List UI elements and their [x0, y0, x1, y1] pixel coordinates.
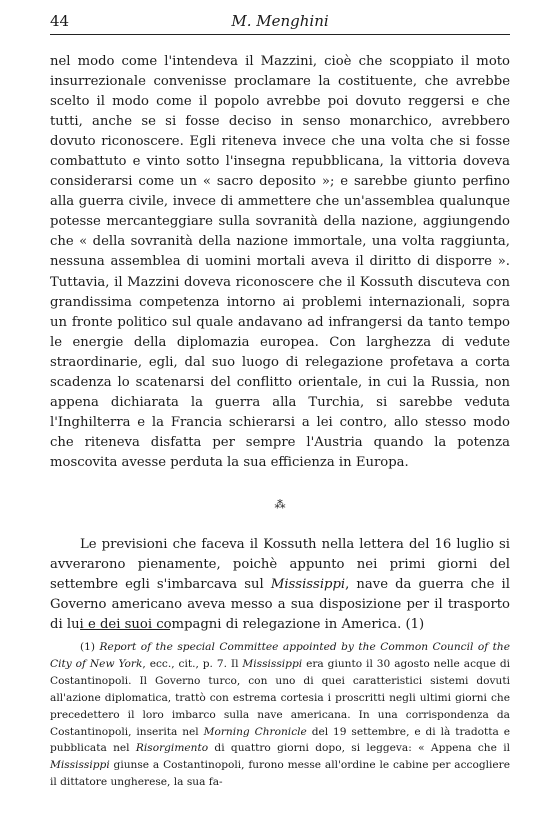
ship-name-mississippi: Mississippi	[270, 577, 346, 593]
page-number: 44	[50, 12, 70, 30]
footnote-divider	[80, 629, 170, 630]
footnote-text-3: del 19 settembre, e di là tradotta e pubblicata nel	[50, 725, 510, 755]
section-break-asterism: ⁂	[274, 497, 286, 511]
main-text	[50, 52, 510, 635]
running-head: M. Menghini	[231, 12, 329, 30]
body-paragraph-2	[50, 535, 510, 635]
footnote-marker: (1)	[80, 641, 100, 653]
paragraph-2-text-a: Le previsioni che faceva il Kossuth nella lettera del 16 luglio si avverarono pienamente, poichè appunto nei primi giorni del settembre egli s'imbarcava sul	[50, 536, 510, 593]
footnote-text-4: di quattro giorni dopo, si leggeva: « Appena che il	[208, 742, 510, 755]
footnote-1	[50, 639, 510, 791]
page-header	[50, 12, 510, 35]
footnote-newspaper-1: Morning Chronicle	[203, 725, 307, 738]
footnote-text-1: , ecc., cit., p. 7. Il	[142, 657, 243, 670]
footnote-text-2: era giunto il 30 agosto nelle acque di Costantinopoli. Il Governo turco, con uno di quei caratteristici sistemi dovuti all'azione diplomatica, trattò con estrema cortesia i proscritti negli ultimi giorni che precedettero il loro imbarco sulla nave americana. In una corrispondenza da Costantinopoli, inserita nel	[50, 657, 510, 738]
footnote	[50, 639, 510, 791]
footnote-report-title: Report of the special Committee appointed by the Common Council of the City of New York	[50, 641, 510, 670]
footnote-newspaper-2: Risorgimento	[135, 742, 209, 755]
paragraph-2-text-b: , nave da guerra che il Governo americano aveva messo a sua disposizione per il trasporto di lui e dei suoi compagni di relegazione in America. (1)	[50, 577, 510, 633]
footnote-ship-2: Mississippi	[50, 759, 110, 772]
footnote-ship-1: Mississippi	[242, 657, 303, 670]
body-paragraph-1: nel modo come l'intendeva il Mazzini, cioè che scoppiato il moto insurrezionale convenisse proclamare la costituente, che avrebbe scelto il modo come il popolo avrebbe poi dovuto reggersi e che tutti, anche se si fosse deciso in senso monarchico, avrebbero dovuto riconoscere. Egli riteneva invece che una volta che si fosse combattuto e vinto sotto l'insegna repubblicana, la vittoria doveva considerarsi come un « sacro deposito »; e sarebbe giunto perfino alla guerra civile, invece di ammettere che un'assemblea qualunque potesse mercanteggiare sulla sovranità della nazione, aggiungendo che « della sovranità della nazione immortale, una volta raggiunta, nessuna assemblea di uomini mortali aveva il diritto di disporre ». Tuttavia, il Mazzini doveva riconoscere che il Kossuth discuteva con grandissima competenza intorno ai problemi internazionali, sopra un fronte politico sul quale andavano ad infrangersi da tanto tempo le energie della diplomazia europea. Con larghezza di vedute straordinarie, egli, dal suo luogo di relegazione profetava a corta scadenza lo scatenarsi del conflitto orientale, in cui la Russia, non appena dichiarata la guerra alla Turchia, si sarebbe veduta l'Inghilterra e la Francia schierarsi a lei contro, allo stesso modo che riteneva disfatta per sempre l'Austria quando la potenza moscovita avesse perduta la sua efficienza in Europa.	[50, 54, 510, 470]
footnote-text-5: giunse a Costantinopoli, furono messe all'ordine le cabine per accogliere il dittatore ungherese, la sua fa-	[50, 759, 510, 789]
